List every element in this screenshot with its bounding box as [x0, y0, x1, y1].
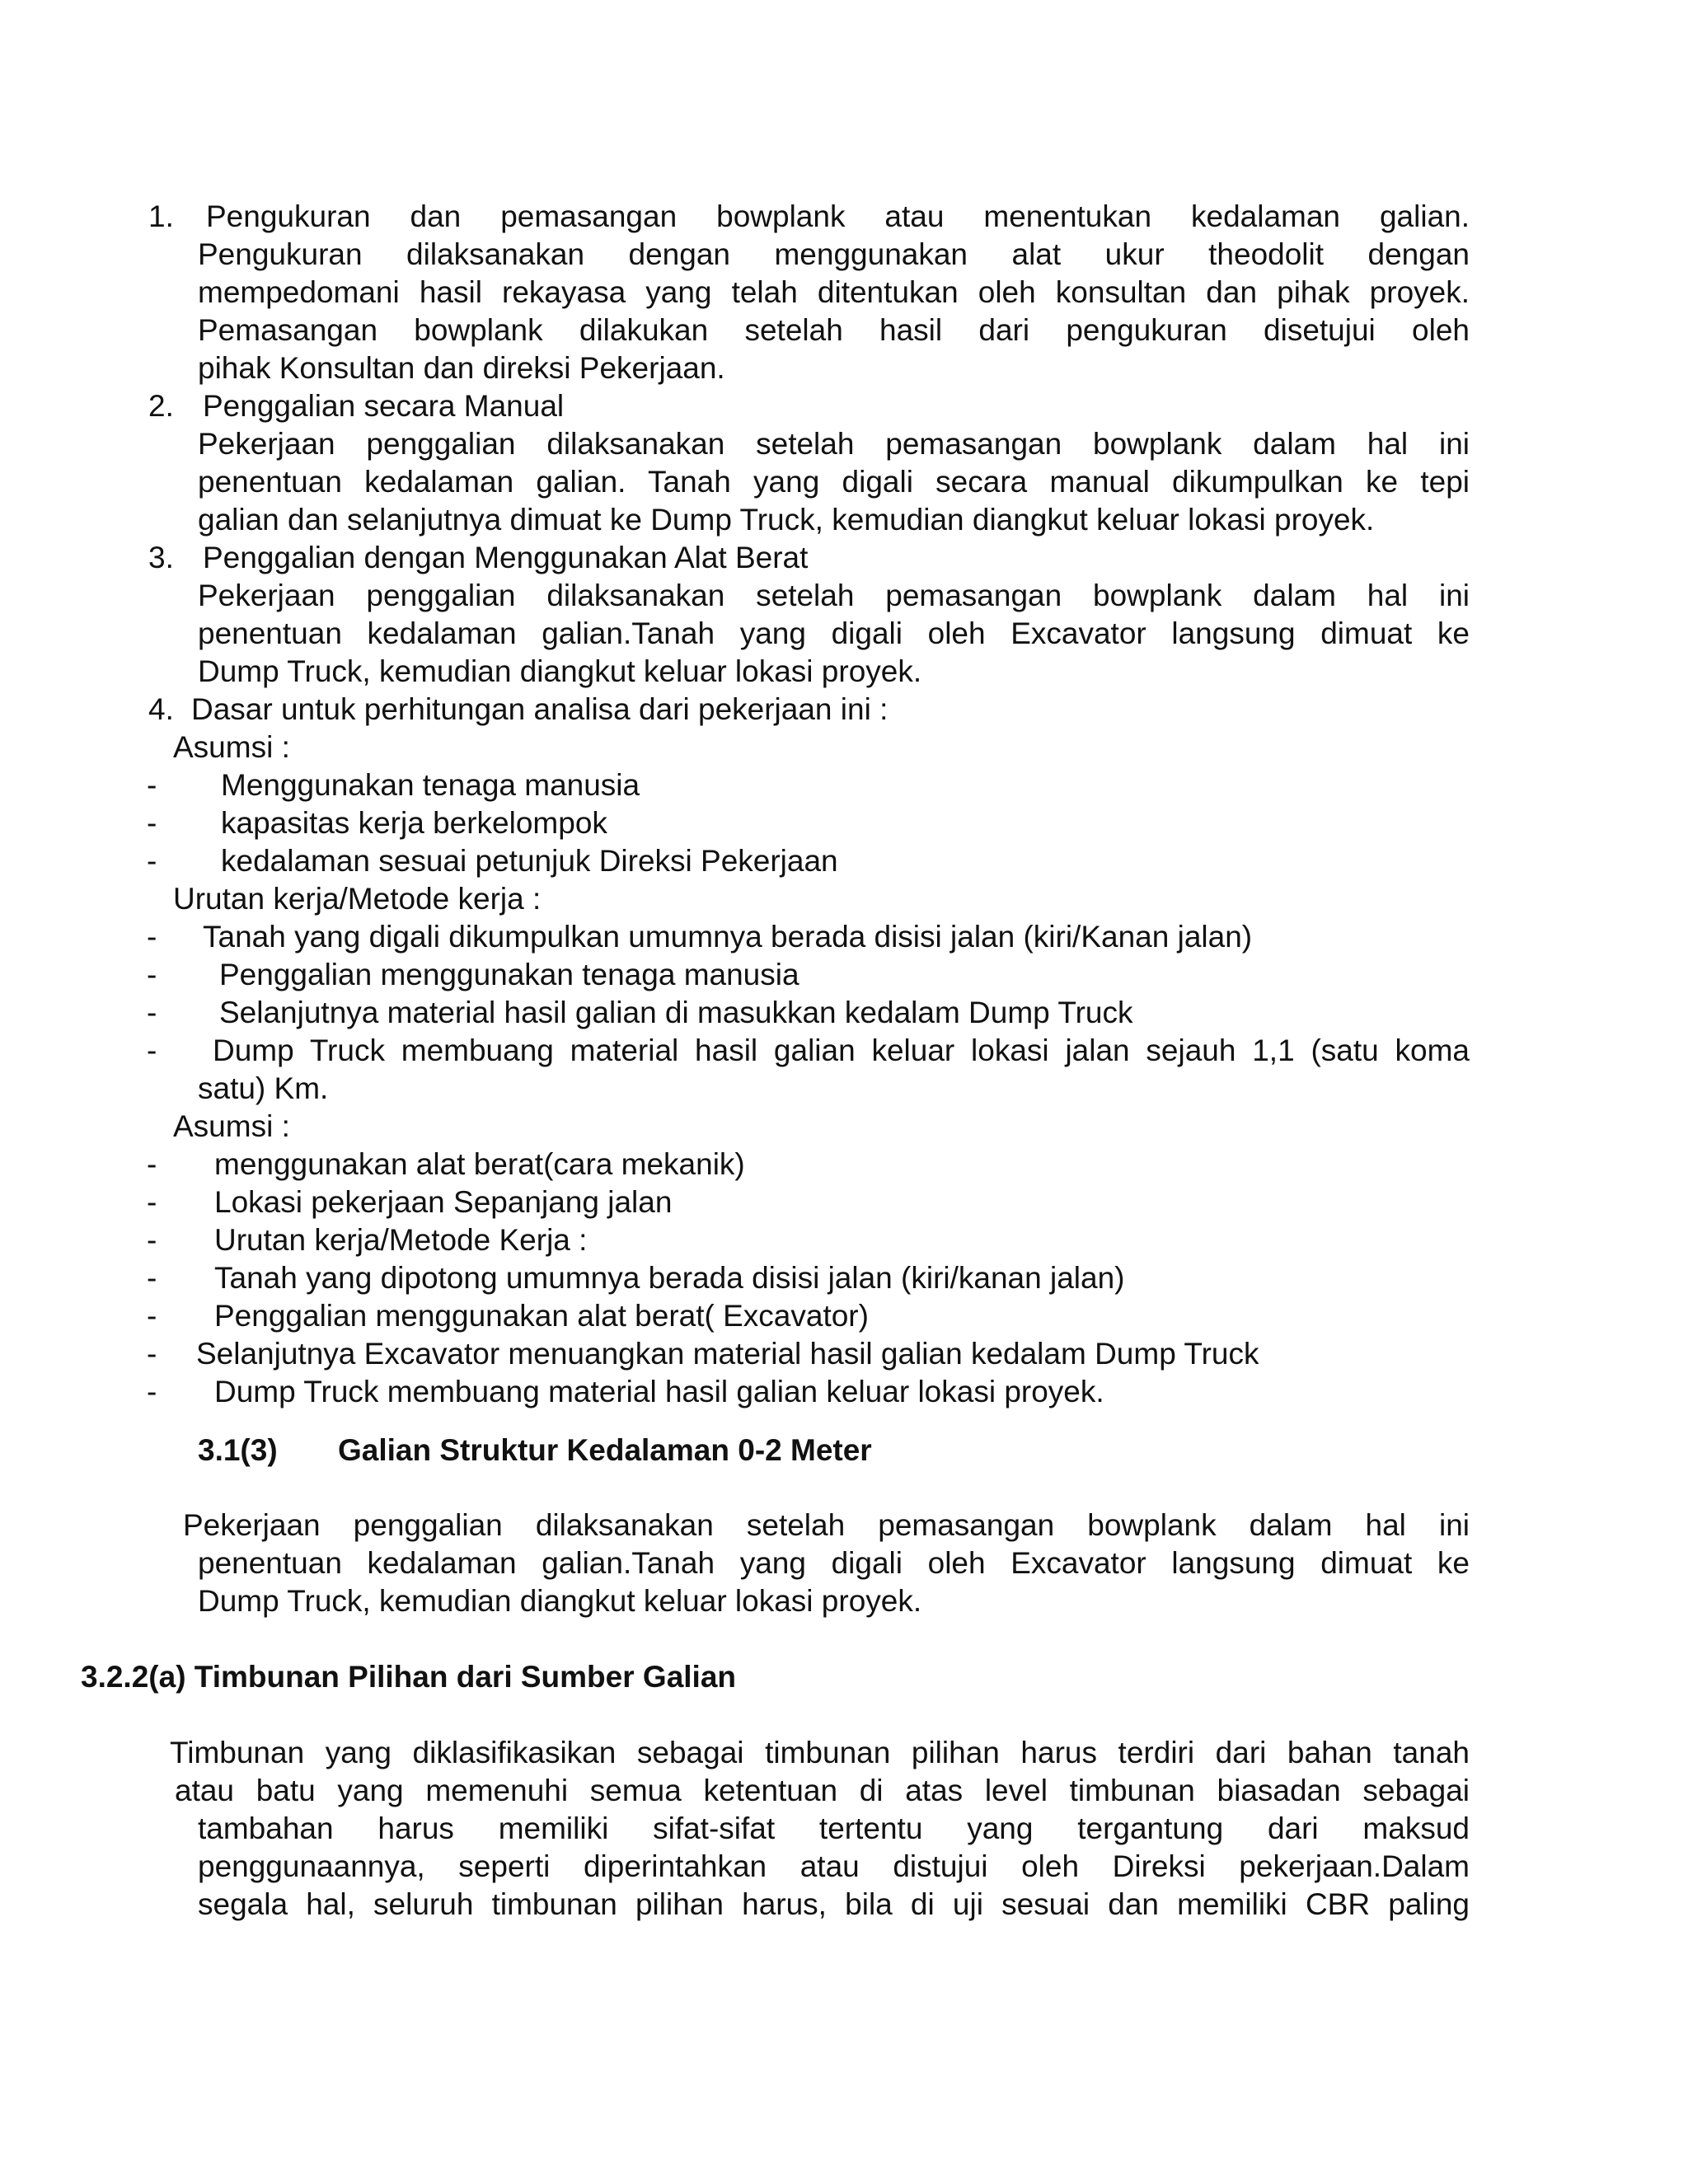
bullet-dash: -	[147, 1147, 157, 1181]
bullet-dash: -	[147, 768, 157, 802]
paragraph-line: galian dan selanjutnya dimuat ke Dump Truck, kemudian diangkut keluar lokasi proyek.	[198, 503, 1375, 537]
list-item-heading: Dasar untuk perhitungan analisa dari pekerjaan ini :	[191, 692, 889, 726]
list-number: 2.	[148, 389, 174, 423]
asumsi-label: Asumsi :	[173, 1109, 290, 1143]
bullet-dash: -	[147, 1033, 157, 1067]
bullet-text: Penggalian menggunakan tenaga manusia	[219, 958, 799, 991]
paragraph-line: Pekerjaan penggalian dilaksanakan setelah pemasangan bowplank dalam hal ini	[198, 579, 1470, 612]
paragraph-line: Pemasangan bowplank dilakukan setelah hasil dari pengukuran disetujui oleh	[198, 313, 1470, 347]
bullet-text: kedalaman sesuai petunjuk Direksi Pekerjaan	[221, 844, 838, 878]
bullet-dash: -	[147, 1299, 157, 1333]
paragraph-line: Timbunan yang diklasifikasikan sebagai timbunan pilihan harus terdiri dari bahan tanah	[170, 1736, 1470, 1769]
bullet-dash: -	[147, 1337, 157, 1371]
asumsi-label: Asumsi :	[173, 730, 290, 764]
bullet-text: menggunakan alat berat(cara mekanik)	[214, 1147, 745, 1181]
list-number: 3.	[148, 541, 174, 574]
bullet-dash: -	[147, 844, 157, 878]
section-heading: 3.2.2(a) Timbunan Pilihan dari Sumber Galian	[81, 1660, 737, 1694]
bullet-dash: -	[147, 1261, 157, 1295]
bullet-text: Dump Truck membuang material hasil galian keluar lokasi jalan sejauh 1,1 (satu koma	[213, 1033, 1470, 1067]
bullet-text: Tanah yang digali dikumpulkan umumnya berada disisi jalan (kiri/Kanan jalan)	[203, 920, 1253, 954]
paragraph-line: penentuan kedalaman galian.Tanah yang digali oleh Excavator langsung dimuat ke	[198, 1546, 1470, 1580]
paragraph-line: Pekerjaan penggalian dilaksanakan setelah pemasangan bowplank dalam hal ini	[198, 427, 1470, 461]
list-number: 4.	[148, 692, 174, 726]
bullet-text: satu) Km.	[198, 1071, 329, 1105]
section-number: 3.1(3)	[198, 1433, 278, 1467]
bullet-text: Menggunakan tenaga manusia	[221, 768, 640, 802]
bullet-text: Selanjutnya Excavator menuangkan material hasil galian kedalam Dump Truck	[196, 1337, 1259, 1371]
list-item-heading: Pengukuran dan pemasangan bowplank atau menentukan kedalaman galian.	[206, 199, 1470, 233]
bullet-dash: -	[147, 1223, 157, 1257]
bullet-text: kapasitas kerja berkelompok	[221, 806, 607, 840]
paragraph-line: Dump Truck, kemudian diangkut keluar lokasi proyek.	[198, 654, 922, 688]
paragraph-line: segala hal, seluruh timbunan pilihan harus, bila di uji sesuai dan memiliki CBR paling	[198, 1887, 1470, 1921]
paragraph-line: Pekerjaan penggalian dilaksanakan setelah pemasangan bowplank dalam hal ini	[183, 1508, 1470, 1542]
paragraph-line: pihak Konsultan dan direksi Pekerjaan.	[198, 351, 725, 385]
bullet-dash: -	[147, 1375, 157, 1408]
bullet-dash: -	[147, 1185, 157, 1219]
list-item-heading: Penggalian dengan Menggunakan Alat Berat	[203, 541, 809, 574]
bullet-text: Dump Truck membuang material hasil galian keluar lokasi proyek.	[214, 1375, 1104, 1408]
list-item-heading: Penggalian secara Manual	[203, 389, 565, 423]
bullet-text: Selanjutnya material hasil galian di masukkan kedalam Dump Truck	[219, 996, 1133, 1029]
paragraph-line: Dump Truck, kemudian diangkut keluar lokasi proyek.	[198, 1584, 922, 1618]
section-title: Galian Struktur Kedalaman 0-2 Meter	[338, 1433, 872, 1467]
bullet-text: Penggalian menggunakan alat berat( Excavator)	[214, 1299, 869, 1333]
paragraph-line: mempedomani hasil rekayasa yang telah ditentukan oleh konsultan dan pihak proyek.	[198, 275, 1470, 309]
paragraph-line: penggunaannya, seperti diperintahkan atau distujui oleh Direksi pekerjaan.Dalam	[198, 1849, 1470, 1883]
paragraph-line: penentuan kedalaman galian. Tanah yang digali secara manual dikumpulkan ke tepi	[198, 465, 1470, 499]
list-number: 1.	[148, 199, 174, 233]
bullet-dash: -	[147, 996, 157, 1029]
bullet-text: Lokasi pekerjaan Sepanjang jalan	[214, 1185, 673, 1219]
bullet-dash: -	[147, 806, 157, 840]
bullet-dash: -	[147, 958, 157, 991]
urutan-label: Urutan kerja/Metode kerja :	[173, 882, 542, 916]
paragraph-line: atau batu yang memenuhi semua ketentuan di atas level timbunan biasadan sebagai	[175, 1774, 1470, 1807]
paragraph-line: penentuan kedalaman galian.Tanah yang digali oleh Excavator langsung dimuat ke	[198, 616, 1470, 650]
bullet-text: Tanah yang dipotong umumnya berada disisi jalan (kiri/kanan jalan)	[214, 1261, 1125, 1295]
paragraph-line: Pengukuran dilaksanakan dengan menggunakan alat ukur theodolit dengan	[198, 237, 1470, 271]
paragraph-line: tambahan harus memiliki sifat-sifat tertentu yang tergantung dari maksud	[198, 1811, 1470, 1845]
bullet-text: Urutan kerja/Metode Kerja :	[214, 1223, 588, 1257]
bullet-dash: -	[147, 920, 157, 954]
